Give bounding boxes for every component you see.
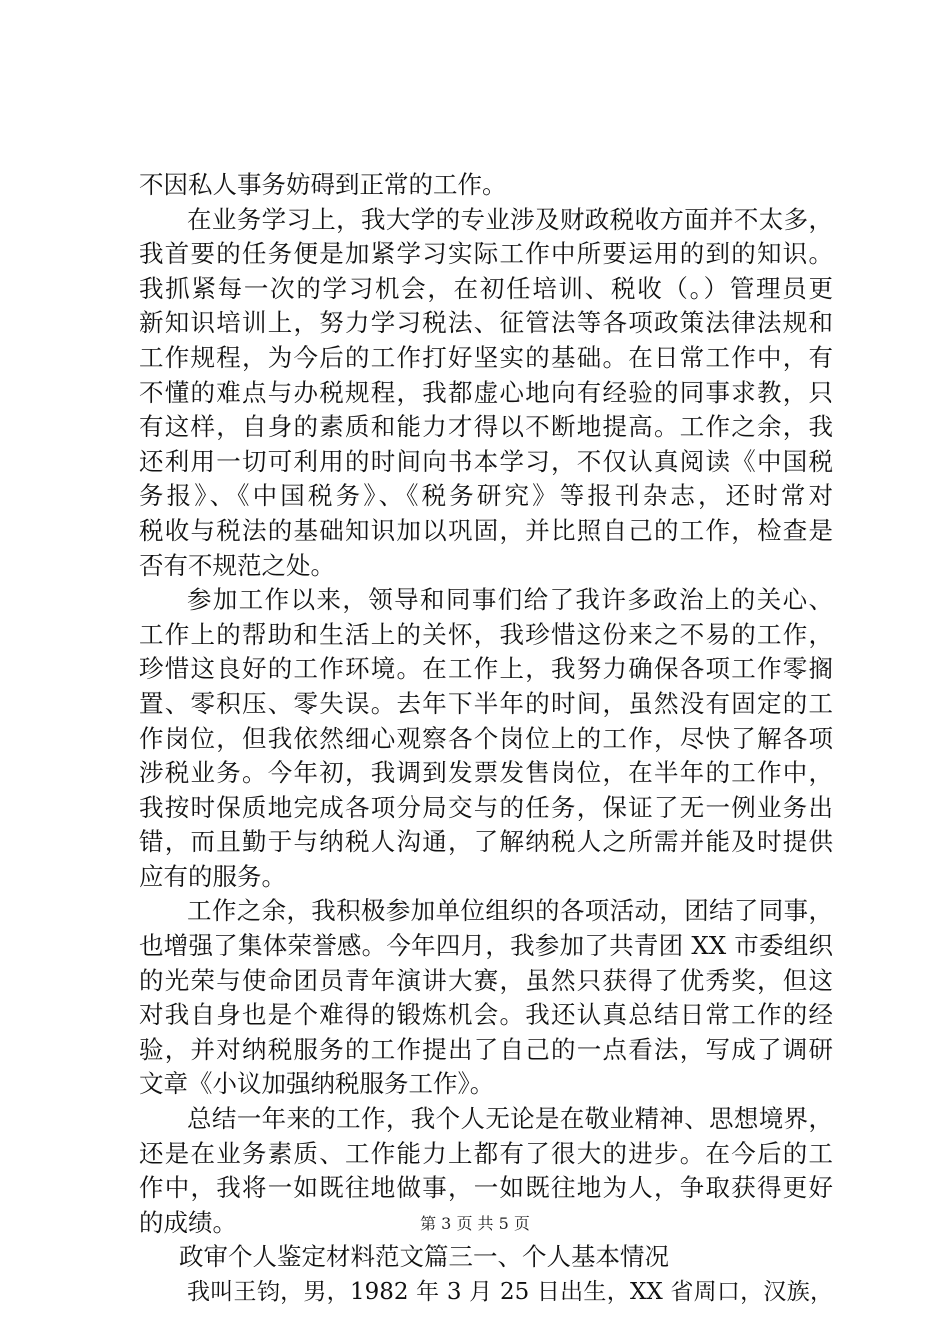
text-line: 也增强了集体荣誉感。今年四月，我参加了共青团 XX 市委组织 — [139, 931, 833, 961]
text-line: 错，而且勤于与纳税人沟通，了解纳税人之所需并能及时提供 — [139, 827, 833, 857]
text-line: 有这样，自身的素质和能力才得以不断地提高。工作之余，我 — [139, 412, 833, 442]
paragraph-start-line: 我叫王钧，男，1982 年 3 月 25 日出生，XX 省周口，汉族， — [187, 1279, 833, 1305]
section-heading-line: 政审个人鉴定材料范文篇三一、个人基本情况 — [179, 1242, 669, 1272]
text-line: 新知识培训上，努力学习税法、征管法等各项政策法律法规和 — [139, 308, 833, 338]
text-line: 我按时保质地完成各项分局交与的任务，保证了无一例业务出 — [139, 792, 833, 822]
text-line: 务报》、《中国税务》、《税务研究》等报刊杂志，还时常对 — [139, 481, 833, 511]
text-line: 工作上的帮助和生活上的关怀，我珍惜这份来之不易的工作， — [139, 619, 833, 649]
text-line: 文章《小议加强纳税服务工作》。 — [139, 1069, 495, 1099]
paragraph-start-line: 在业务学习上，我大学的专业涉及财政税收方面并不太多， — [187, 204, 833, 234]
text-line: 应有的服务。 — [139, 861, 286, 891]
text-line: 还是在业务素质、工作能力上都有了很大的进步。在今后的工 — [139, 1138, 833, 1168]
paragraph-start-line: 总结一年来的工作，我个人无论是在敬业精神、思想境界， — [187, 1104, 833, 1134]
text-line: 我抓紧每一次的学习机会，在初任培训、税收（。）管理员更 — [139, 273, 833, 303]
page-number-footer: 第 3 页 共 5 页 — [420, 1214, 530, 1233]
text-line: 的光荣与使命团员青年演讲大赛，虽然只获得了优秀奖，但这 — [139, 965, 833, 995]
text-line: 珍惜这良好的工作环境。在工作上，我努力确保各项工作零搁 — [139, 654, 833, 684]
text-line: 否有不规范之处。 — [139, 550, 335, 580]
text-line: 置、零积压、零失误。去年下半年的时间，虽然没有固定的工 — [139, 688, 833, 718]
document-body — [139, 168, 833, 1310]
text-line: 我首要的任务便是加紧学习实际工作中所要运用的到的知识。 — [139, 239, 833, 269]
text-line: 不因私人事务妨碍到正常的工作。 — [139, 170, 507, 199]
text-line: 验，并对纳税服务的工作提出了自己的一点看法，写成了调研 — [139, 1034, 833, 1064]
text-line: 作中，我将一如既往地做事，一如既往地为人，争取获得更好 — [139, 1173, 833, 1203]
text-line: 涉税业务。今年初，我调到发票发售岗位，在半年的工作中， — [139, 758, 833, 788]
text-line: 不懂的难点与办税规程，我都虚心地向有经验的同事求教，只 — [139, 377, 833, 407]
text-line: 的成绩。 — [139, 1207, 237, 1237]
text-line: 还利用一切可利用的时间向书本学习，不仅认真阅读《中国税 — [139, 446, 833, 476]
text-line: 作岗位，但我依然细心观察各个岗位上的工作，尽快了解各项 — [139, 723, 833, 753]
paragraph-start-line: 参加工作以来，领导和同事们给了我许多政治上的关心、 — [187, 585, 833, 615]
text-line: 工作规程，为今后的工作打好坚实的基础。在日常工作中，有 — [139, 342, 833, 372]
text-line: 对我自身也是个难得的锻炼机会。我还认真总结日常工作的经 — [139, 1000, 833, 1030]
paragraph-start-line: 工作之余，我积极参加单位组织的各项活动，团结了同事， — [187, 896, 833, 926]
text-line: 税收与税法的基础知识加以巩固，并比照自己的工作，检查是 — [139, 515, 833, 545]
